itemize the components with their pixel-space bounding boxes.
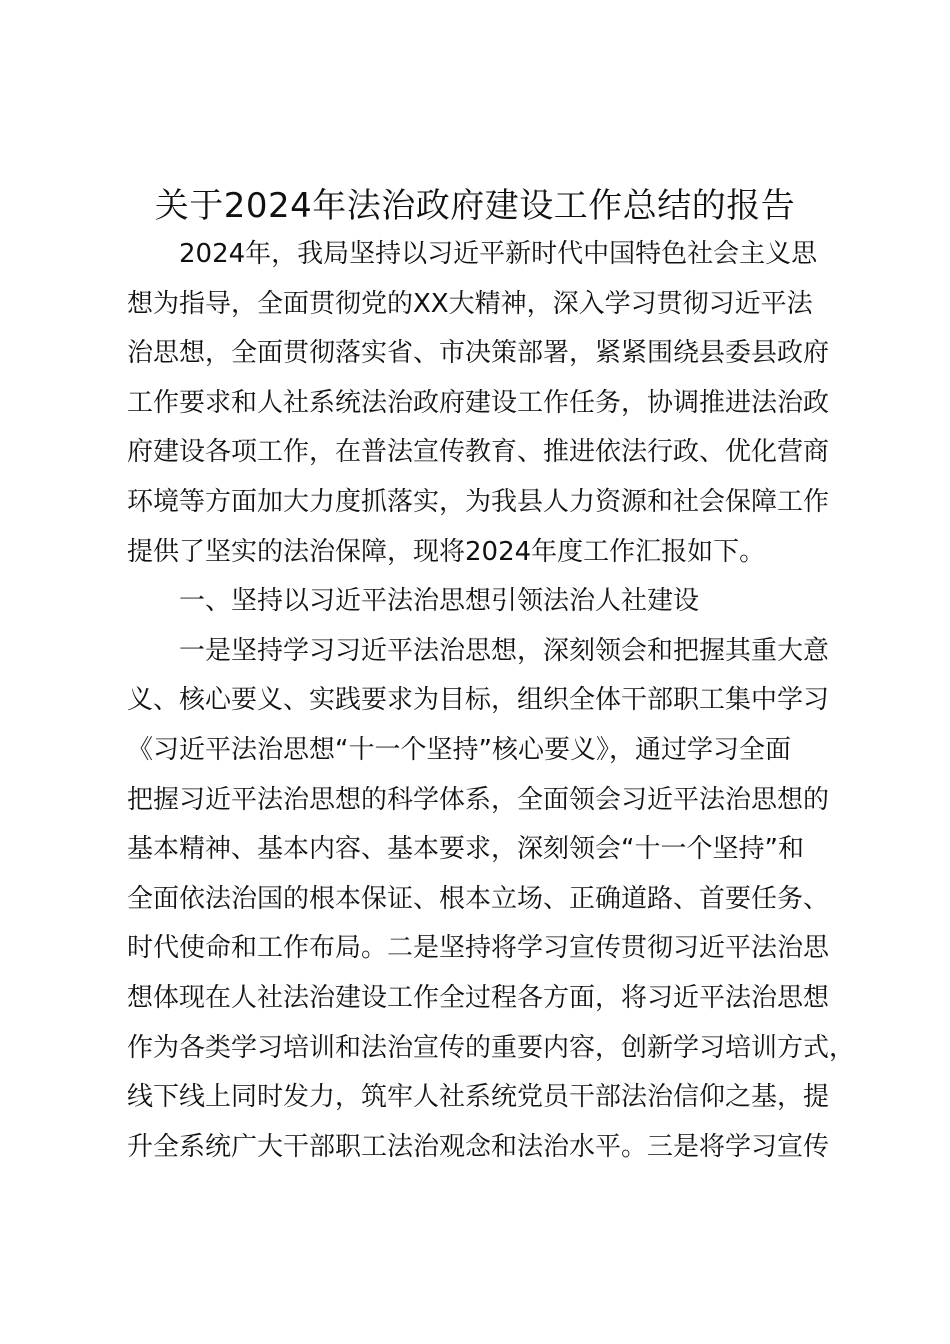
paragraph-line-13: 基本精神、基本内容、基本要求，深刻领会“十一个坚持”和 xyxy=(127,834,804,865)
paragraph-line-1: 2024年，我局坚持以习近平新时代中国特色社会主义思 xyxy=(179,239,818,269)
paragraph-line-16: 想体现在人社法治建设工作全过程各方面，将习近平法治思想 xyxy=(127,982,830,1013)
section-heading: 一、坚持以习近平法治思想引领法治人社建设 xyxy=(179,586,700,617)
paragraph-line-15: 时代使命和工作布局。二是坚持将学习宣传贯彻习近平法治思 xyxy=(127,933,830,964)
paragraph-line-10: 义、核心要义、实践要求为目标，组织全体干部职工集中学习 xyxy=(127,685,830,716)
paragraph-line-2: 想为指导，全面贯彻党的XX大精神，深入学习贯彻习近平法 xyxy=(127,288,813,319)
paragraph-line-5: 府建设各项工作，在普法宣传教育、推进依法行政、优化营商 xyxy=(127,437,830,468)
paragraph-line-6: 环境等方面加大力度抓落实，为我县人力资源和社会保障工作 xyxy=(127,486,830,517)
paragraph-line-18: 线下线上同时发力，筑牢人社系统党员干部法治信仰之基，提 xyxy=(127,1082,830,1113)
document-body xyxy=(127,230,867,1172)
paragraph-line-4: 工作要求和人社系统法治政府建设工作任务，协调推进法治政 xyxy=(127,387,830,418)
paragraph-line-11: 《习近平法治思想“十一个坚持”核心要义》，通过学习全面 xyxy=(127,734,791,765)
paragraph-line-3: 治思想，全面贯彻落实省、市决策部署，紧紧围绕县委县政府 xyxy=(127,338,830,369)
paragraph-line-7: 提供了坚实的法治保障，现将2024年度工作汇报如下。 xyxy=(127,536,766,567)
paragraph-line-17: 作为各类学习培训和法治宣传的重要内容，创新学习培训方式， xyxy=(127,1032,856,1063)
document-title: 关于2024年法治政府建设工作总结的报告 xyxy=(154,186,796,226)
paragraph-line-14: 全面依法治国的根本保证、根本立场、正确道路、首要任务、 xyxy=(127,883,830,914)
paragraph-line-12: 把握习近平法治思想的科学体系，全面领会习近平法治思想的 xyxy=(127,784,830,815)
paragraph-line-19: 升全系统广大干部职工法治观念和法治水平。三是将学习宣传 xyxy=(127,1131,830,1162)
paragraph-line-9: 一是坚持学习习近平法治思想，深刻领会和把握其重大意 xyxy=(179,635,830,666)
